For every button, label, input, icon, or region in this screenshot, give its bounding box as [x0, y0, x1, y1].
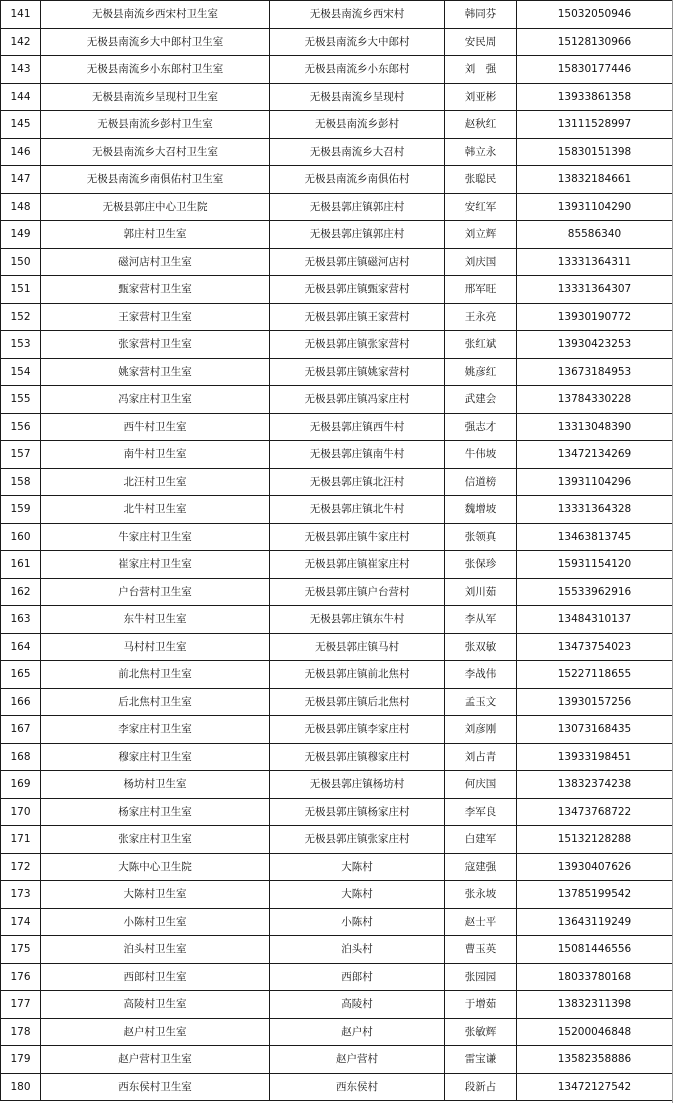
clinic-name-cell: 无极县南流乡呈现村卫生室 [41, 83, 270, 111]
table-row [1, 991, 673, 1019]
clinic-name-cell: 张家庄村卫生室 [41, 826, 270, 854]
clinic-name-cell: 无极县郭庄中心卫生院 [41, 193, 270, 221]
row-number-cell: 154 [1, 358, 41, 386]
phone-cell: 13930423253 [517, 331, 673, 359]
table-row [1, 468, 673, 496]
table-row [1, 936, 673, 964]
table-row [1, 633, 673, 661]
contact-person-cell: 武建会 [445, 386, 517, 414]
phone-cell: 13472134269 [517, 441, 673, 469]
table-row [1, 881, 673, 909]
row-number-cell: 153 [1, 331, 41, 359]
phone-cell: 13933198451 [517, 743, 673, 771]
phone-cell: 15830177446 [517, 56, 673, 84]
address-cell: 无极县郭庄镇后北焦村 [270, 688, 445, 716]
contact-person-cell: 孟玉文 [445, 688, 517, 716]
phone-cell: 18033780168 [517, 963, 673, 991]
clinic-name-cell: 杨家庄村卫生室 [41, 798, 270, 826]
table-row [1, 908, 673, 936]
table-row [1, 743, 673, 771]
phone-cell: 13784330228 [517, 386, 673, 414]
clinic-name-cell: 后北焦村卫生室 [41, 688, 270, 716]
clinic-name-cell: 北汪村卫生室 [41, 468, 270, 496]
row-number-cell: 163 [1, 606, 41, 634]
table-row [1, 1, 673, 29]
address-cell: 无极县郭庄镇马村 [270, 633, 445, 661]
phone-cell: 13582358886 [517, 1046, 673, 1074]
row-number-cell: 161 [1, 551, 41, 579]
contact-person-cell: 张聪民 [445, 166, 517, 194]
contact-person-cell: 段新占 [445, 1073, 517, 1101]
clinic-name-cell: 南牛村卫生室 [41, 441, 270, 469]
contact-person-cell: 刘亚彬 [445, 83, 517, 111]
row-number-cell: 148 [1, 193, 41, 221]
phone-cell: 15128130966 [517, 28, 673, 56]
row-number-cell: 158 [1, 468, 41, 496]
clinic-name-cell: 无极县南流乡彭村卫生室 [41, 111, 270, 139]
clinic-name-cell: 无极县南流乡小东郎村卫生室 [41, 56, 270, 84]
phone-cell: 15132128288 [517, 826, 673, 854]
clinic-name-cell: 马村村卫生室 [41, 633, 270, 661]
table-row [1, 193, 673, 221]
clinic-name-cell: 高陵村卫生室 [41, 991, 270, 1019]
clinic-name-cell: 穆家庄村卫生室 [41, 743, 270, 771]
phone-cell: 13930157256 [517, 688, 673, 716]
row-number-cell: 173 [1, 881, 41, 909]
clinic-name-cell: 无极县南流乡大召村卫生室 [41, 138, 270, 166]
table-row [1, 166, 673, 194]
address-cell: 无极县郭庄镇北汪村 [270, 468, 445, 496]
table-row [1, 28, 673, 56]
clinic-name-cell: 牛家庄村卫生室 [41, 523, 270, 551]
contact-person-cell: 李从军 [445, 606, 517, 634]
table-row [1, 1073, 673, 1101]
contact-person-cell: 安红军 [445, 193, 517, 221]
table-row [1, 853, 673, 881]
phone-cell: 13673184953 [517, 358, 673, 386]
contact-person-cell: 韩立永 [445, 138, 517, 166]
address-cell: 无极县南流乡呈现村 [270, 83, 445, 111]
table-row [1, 1046, 673, 1074]
row-number-cell: 178 [1, 1018, 41, 1046]
phone-cell: 15227118655 [517, 661, 673, 689]
phone-cell: 13331364311 [517, 248, 673, 276]
clinic-name-cell: 无极县南流乡南俱佑村卫生室 [41, 166, 270, 194]
phone-cell: 13643119249 [517, 908, 673, 936]
table-row [1, 551, 673, 579]
contact-person-cell: 刘川茹 [445, 578, 517, 606]
row-number-cell: 174 [1, 908, 41, 936]
table-row [1, 276, 673, 304]
clinic-name-cell: 小陈村卫生室 [41, 908, 270, 936]
phone-cell: 13931104296 [517, 468, 673, 496]
row-number-cell: 166 [1, 688, 41, 716]
clinic-name-cell: 姚家营村卫生室 [41, 358, 270, 386]
row-number-cell: 146 [1, 138, 41, 166]
row-number-cell: 167 [1, 716, 41, 744]
contact-person-cell: 张保珍 [445, 551, 517, 579]
address-cell: 无极县南流乡彭村 [270, 111, 445, 139]
address-cell: 无极县郭庄镇郭庄村 [270, 193, 445, 221]
phone-cell: 85586340 [517, 221, 673, 249]
address-cell: 泊头村 [270, 936, 445, 964]
contact-person-cell: 寇建强 [445, 853, 517, 881]
clinic-table-body [1, 1, 673, 1101]
row-number-cell: 152 [1, 303, 41, 331]
phone-cell: 13832184661 [517, 166, 673, 194]
contact-person-cell: 信道榜 [445, 468, 517, 496]
phone-cell: 13931104290 [517, 193, 673, 221]
address-cell: 无极县南流乡大召村 [270, 138, 445, 166]
contact-person-cell: 魏增坡 [445, 496, 517, 524]
address-cell: 赵户村 [270, 1018, 445, 1046]
contact-person-cell: 于增茹 [445, 991, 517, 1019]
phone-cell: 13073168435 [517, 716, 673, 744]
clinic-name-cell: 王家营村卫生室 [41, 303, 270, 331]
row-number-cell: 157 [1, 441, 41, 469]
table-row [1, 716, 673, 744]
clinic-name-cell: 西东侯村卫生室 [41, 1073, 270, 1101]
row-number-cell: 149 [1, 221, 41, 249]
phone-cell: 13472127542 [517, 1073, 673, 1101]
address-cell: 无极县郭庄镇户台营村 [270, 578, 445, 606]
contact-person-cell: 张永坡 [445, 881, 517, 909]
row-number-cell: 165 [1, 661, 41, 689]
contact-person-cell: 刘立辉 [445, 221, 517, 249]
clinic-name-cell: 大陈中心卫生院 [41, 853, 270, 881]
table-row [1, 56, 673, 84]
clinic-name-cell: 北牛村卫生室 [41, 496, 270, 524]
address-cell: 无极县郭庄镇甄家营村 [270, 276, 445, 304]
table-row [1, 413, 673, 441]
table-row [1, 496, 673, 524]
contact-person-cell: 安民周 [445, 28, 517, 56]
row-number-cell: 180 [1, 1073, 41, 1101]
clinic-name-cell: 郭庄村卫生室 [41, 221, 270, 249]
phone-cell: 15533962916 [517, 578, 673, 606]
row-number-cell: 162 [1, 578, 41, 606]
table-row [1, 688, 673, 716]
address-cell: 无极县郭庄镇郭庄村 [270, 221, 445, 249]
phone-cell: 13484310137 [517, 606, 673, 634]
contact-person-cell: 张领真 [445, 523, 517, 551]
table-row [1, 386, 673, 414]
phone-cell: 13832374238 [517, 771, 673, 799]
clinic-name-cell: 西牛村卫生室 [41, 413, 270, 441]
phone-cell: 13313048390 [517, 413, 673, 441]
address-cell: 无极县郭庄镇姚家营村 [270, 358, 445, 386]
clinic-name-cell: 李家庄村卫生室 [41, 716, 270, 744]
row-number-cell: 145 [1, 111, 41, 139]
address-cell: 无极县郭庄镇王家营村 [270, 303, 445, 331]
row-number-cell: 155 [1, 386, 41, 414]
phone-cell: 15200046848 [517, 1018, 673, 1046]
table-row [1, 221, 673, 249]
contact-person-cell: 雷宝谦 [445, 1046, 517, 1074]
phone-cell: 15081446556 [517, 936, 673, 964]
phone-cell: 13463813745 [517, 523, 673, 551]
phone-cell: 13832311398 [517, 991, 673, 1019]
contact-person-cell: 曹玉英 [445, 936, 517, 964]
address-cell: 大陈村 [270, 881, 445, 909]
clinic-name-cell: 东牛村卫生室 [41, 606, 270, 634]
contact-person-cell: 邢军旺 [445, 276, 517, 304]
row-number-cell: 179 [1, 1046, 41, 1074]
address-cell: 无极县南流乡南俱佑村 [270, 166, 445, 194]
clinic-name-cell: 户台营村卫生室 [41, 578, 270, 606]
table-row [1, 441, 673, 469]
clinic-name-cell: 冯家庄村卫生室 [41, 386, 270, 414]
address-cell: 高陵村 [270, 991, 445, 1019]
clinic-name-cell: 无极县南流乡大中郎村卫生室 [41, 28, 270, 56]
address-cell: 赵户营村 [270, 1046, 445, 1074]
contact-person-cell: 张敏辉 [445, 1018, 517, 1046]
phone-cell: 15830151398 [517, 138, 673, 166]
clinic-name-cell: 大陈村卫生室 [41, 881, 270, 909]
address-cell: 无极县郭庄镇磁河店村 [270, 248, 445, 276]
contact-person-cell: 韩同芬 [445, 1, 517, 29]
phone-cell: 13930407626 [517, 853, 673, 881]
address-cell: 无极县郭庄镇张家营村 [270, 331, 445, 359]
phone-cell: 13331364307 [517, 276, 673, 304]
table-row [1, 661, 673, 689]
contact-person-cell: 刘 强 [445, 56, 517, 84]
row-number-cell: 159 [1, 496, 41, 524]
phone-cell: 13933861358 [517, 83, 673, 111]
clinic-name-cell: 磁河店村卫生室 [41, 248, 270, 276]
address-cell: 小陈村 [270, 908, 445, 936]
contact-person-cell: 刘占青 [445, 743, 517, 771]
table-row [1, 248, 673, 276]
phone-cell: 13111528997 [517, 111, 673, 139]
clinic-name-cell: 杨坊村卫生室 [41, 771, 270, 799]
row-number-cell: 177 [1, 991, 41, 1019]
contact-person-cell: 赵士平 [445, 908, 517, 936]
contact-person-cell: 姚彦红 [445, 358, 517, 386]
table-row [1, 963, 673, 991]
row-number-cell: 151 [1, 276, 41, 304]
address-cell: 无极县南流乡小东郎村 [270, 56, 445, 84]
address-cell: 无极县郭庄镇前北焦村 [270, 661, 445, 689]
row-number-cell: 172 [1, 853, 41, 881]
address-cell: 西郎村 [270, 963, 445, 991]
table-row [1, 826, 673, 854]
table-row [1, 303, 673, 331]
address-cell: 无极县郭庄镇杨家庄村 [270, 798, 445, 826]
address-cell: 无极县南流乡大中郎村 [270, 28, 445, 56]
address-cell: 无极县郭庄镇崔家庄村 [270, 551, 445, 579]
row-number-cell: 160 [1, 523, 41, 551]
address-cell: 无极县郭庄镇杨坊村 [270, 771, 445, 799]
clinic-name-cell: 赵户村卫生室 [41, 1018, 270, 1046]
contact-person-cell: 何庆国 [445, 771, 517, 799]
address-cell: 无极县郭庄镇西牛村 [270, 413, 445, 441]
address-cell: 无极县郭庄镇张家庄村 [270, 826, 445, 854]
clinic-name-cell: 前北焦村卫生室 [41, 661, 270, 689]
phone-cell: 13331364328 [517, 496, 673, 524]
contact-person-cell: 白建军 [445, 826, 517, 854]
clinic-name-cell: 无极县南流乡西宋村卫生室 [41, 1, 270, 29]
contact-person-cell: 牛伟坡 [445, 441, 517, 469]
contact-person-cell: 张园园 [445, 963, 517, 991]
address-cell: 大陈村 [270, 853, 445, 881]
address-cell: 无极县郭庄镇穆家庄村 [270, 743, 445, 771]
contact-person-cell: 张双敏 [445, 633, 517, 661]
phone-cell: 13473768722 [517, 798, 673, 826]
address-cell: 无极县郭庄镇北牛村 [270, 496, 445, 524]
contact-person-cell: 刘彦刚 [445, 716, 517, 744]
table-row [1, 771, 673, 799]
contact-person-cell: 李战伟 [445, 661, 517, 689]
table-row [1, 111, 673, 139]
row-number-cell: 142 [1, 28, 41, 56]
table-row [1, 1018, 673, 1046]
row-number-cell: 147 [1, 166, 41, 194]
row-number-cell: 143 [1, 56, 41, 84]
clinic-name-cell: 泊头村卫生室 [41, 936, 270, 964]
contact-person-cell: 强志才 [445, 413, 517, 441]
table-row [1, 578, 673, 606]
clinic-name-cell: 西郎村卫生室 [41, 963, 270, 991]
address-cell: 无极县郭庄镇冯家庄村 [270, 386, 445, 414]
clinic-name-cell: 崔家庄村卫生室 [41, 551, 270, 579]
address-cell: 无极县郭庄镇牛家庄村 [270, 523, 445, 551]
table-row [1, 83, 673, 111]
row-number-cell: 144 [1, 83, 41, 111]
address-cell: 西东侯村 [270, 1073, 445, 1101]
row-number-cell: 141 [1, 1, 41, 29]
address-cell: 无极县郭庄镇东牛村 [270, 606, 445, 634]
clinic-name-cell: 赵户营村卫生室 [41, 1046, 270, 1074]
row-number-cell: 175 [1, 936, 41, 964]
table-row [1, 606, 673, 634]
phone-cell: 13785199542 [517, 881, 673, 909]
row-number-cell: 168 [1, 743, 41, 771]
contact-person-cell: 赵秋红 [445, 111, 517, 139]
table-row [1, 523, 673, 551]
table-row [1, 138, 673, 166]
contact-person-cell: 王永亮 [445, 303, 517, 331]
phone-cell: 15032050946 [517, 1, 673, 29]
row-number-cell: 164 [1, 633, 41, 661]
row-number-cell: 156 [1, 413, 41, 441]
row-number-cell: 171 [1, 826, 41, 854]
contact-person-cell: 李军良 [445, 798, 517, 826]
clinic-name-cell: 甄家营村卫生室 [41, 276, 270, 304]
contact-person-cell: 刘庆国 [445, 248, 517, 276]
phone-cell: 13930190772 [517, 303, 673, 331]
sheet-right-edge [672, 0, 673, 1103]
table-row [1, 358, 673, 386]
table-row [1, 798, 673, 826]
phone-cell: 15931154120 [517, 551, 673, 579]
table-row [1, 331, 673, 359]
row-number-cell: 150 [1, 248, 41, 276]
contact-person-cell: 张红斌 [445, 331, 517, 359]
row-number-cell: 170 [1, 798, 41, 826]
address-cell: 无极县郭庄镇南牛村 [270, 441, 445, 469]
clinic-name-cell: 张家营村卫生室 [41, 331, 270, 359]
address-cell: 无极县郭庄镇李家庄村 [270, 716, 445, 744]
row-number-cell: 176 [1, 963, 41, 991]
address-cell: 无极县南流乡西宋村 [270, 1, 445, 29]
phone-cell: 13473754023 [517, 633, 673, 661]
row-number-cell: 169 [1, 771, 41, 799]
